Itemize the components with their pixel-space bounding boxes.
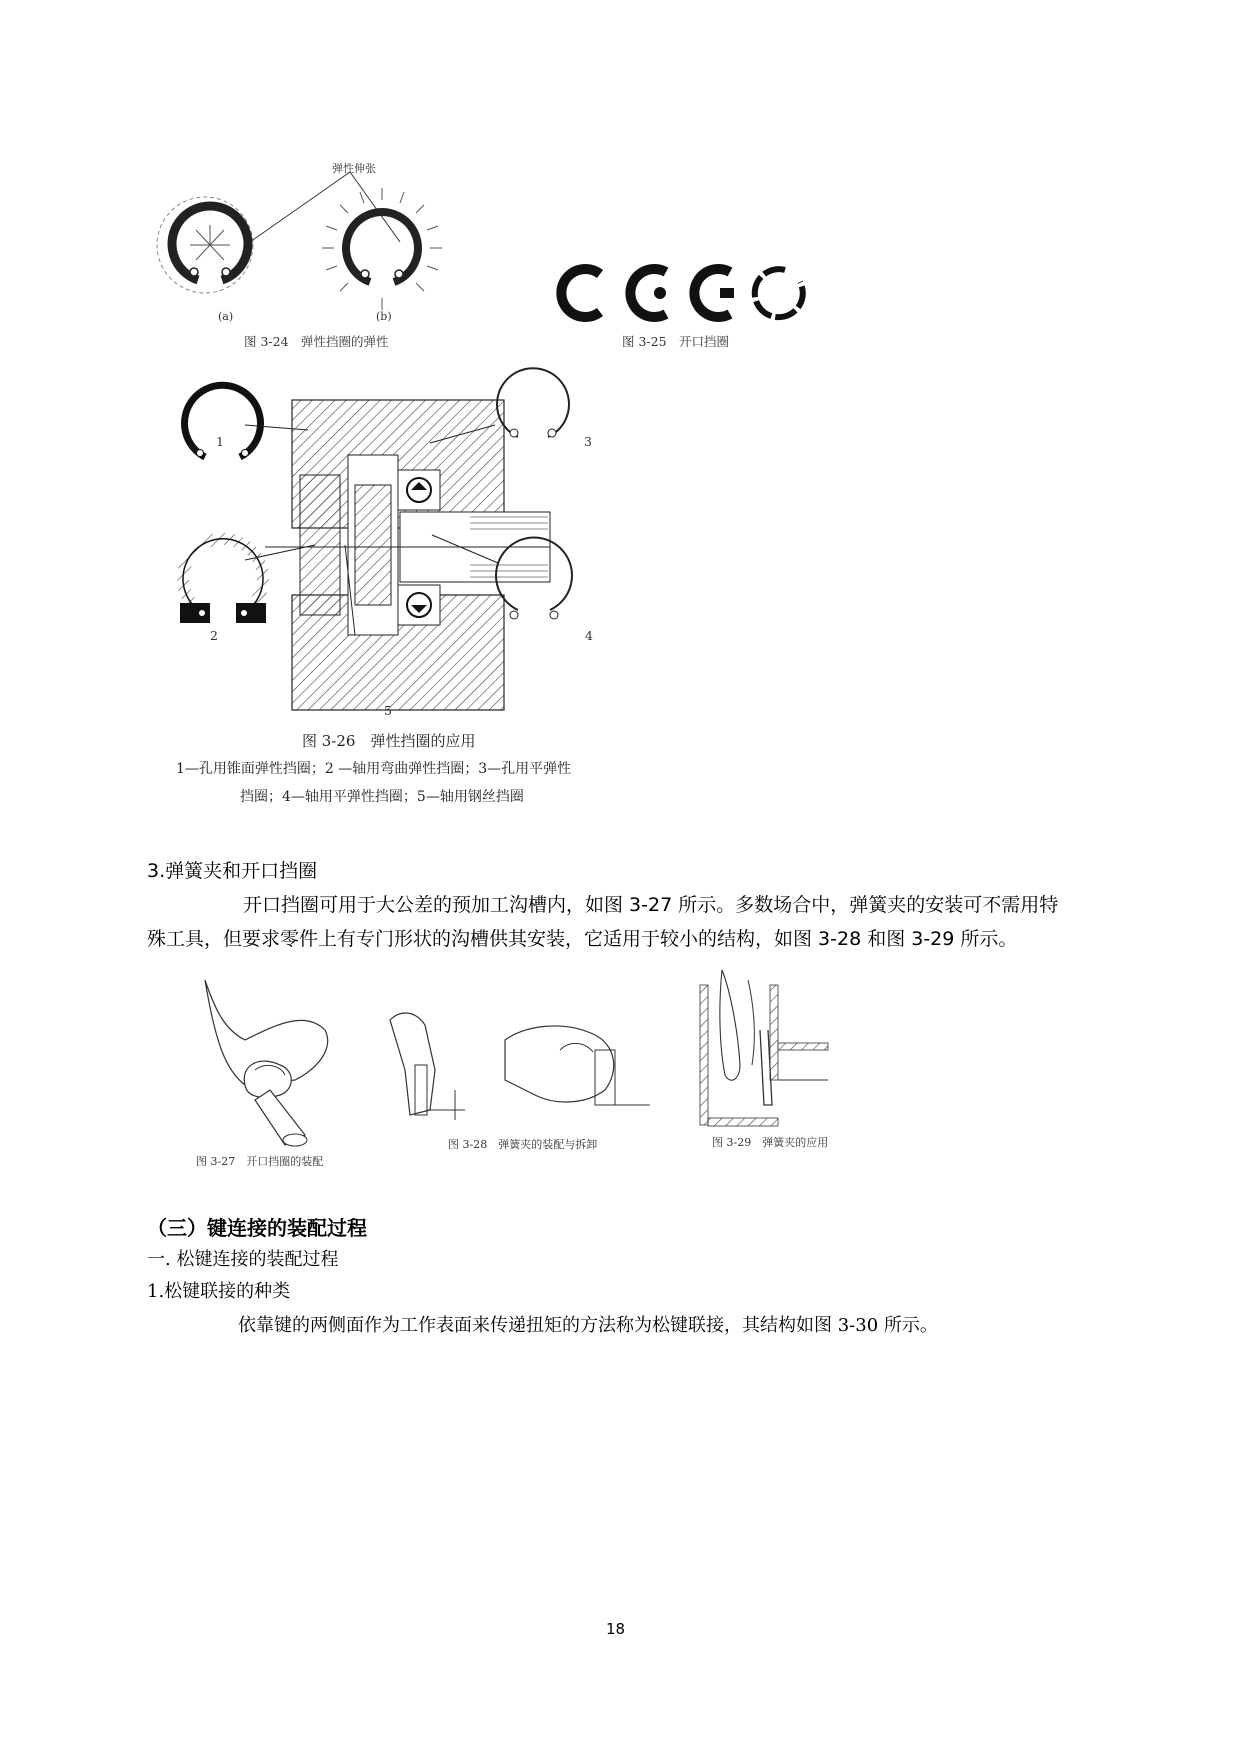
fig-3-24-caption: 图 3-24 弹性挡圈的弹性 — [244, 334, 389, 349]
fig-3-28-caption: 图 3-28 弹簧夹的装配与拆卸 — [448, 1138, 598, 1151]
section-key-sub2: 1.松键联接的种类 — [147, 1281, 291, 1302]
section-3-title: 3.弹簧夹和开口挡圈 — [147, 860, 318, 882]
fig-3-26-label-1: 1 — [216, 434, 224, 449]
fig-3-25-drawing — [548, 258, 818, 328]
fig-3-29-drawing — [700, 970, 830, 1130]
fig-3-24-sub-a: (a) — [218, 310, 234, 323]
fig-3-27-drawing — [185, 970, 345, 1145]
fig-3-26-label-3: 3 — [584, 434, 592, 449]
fig-3-26-label-4: 4 — [585, 628, 593, 643]
fig-3-29-caption: 图 3-29 弹簧夹的应用 — [712, 1136, 829, 1149]
fig-3-24-sub-b: (b) — [376, 310, 392, 323]
fig-3-26-drawing — [170, 395, 640, 725]
section-key-sub1: 一. 松键连接的装配过程 — [147, 1249, 339, 1270]
fig-3-26-caption: 图 3-26 弹性挡圈的应用 — [302, 732, 476, 750]
fig-3-26-legend-line1: 1—孔用锥面弹性挡圈；2 —轴用弯曲弹性挡圈；3—孔用平弹性 — [176, 761, 572, 777]
fig-3-26-legend-line2: 挡圈；4—轴用平弹性挡圈；5—轴用钢丝挡圈 — [240, 789, 524, 805]
section-key-para: 依靠键的两侧面作为工作表面来传递扭矩的方法称为松键联接，其结构如图 3-30 所示。 — [238, 1315, 938, 1336]
fig-3-25-caption: 图 3-25 开口挡圈 — [622, 334, 730, 349]
fig-3-24-drawing — [160, 170, 460, 320]
section-key-heading: （三）键连接的装配过程 — [147, 1216, 367, 1240]
fig-3-27-caption: 图 3-27 开口挡圈的装配 — [196, 1155, 324, 1168]
fig-3-26-label-5: 5 — [384, 703, 392, 718]
section-3-para-line1: 开口挡圈可用于大公差的预加工沟槽内，如图 3-27 所示。多数场合中，弹簧夹的安装可不需用特 — [243, 894, 1059, 916]
section-3-para-line2: 殊工具，但要求零件上有专门形状的沟槽供其安装，它适用于较小的结构，如图 3-28 和图 3-29 所示。 — [147, 928, 1018, 950]
page-number: 18 — [606, 1620, 626, 1638]
fig-3-24-top-label: 弹性伸张 — [332, 162, 376, 175]
fig-3-28-drawing — [385, 1010, 655, 1135]
fig-3-26-label-2: 2 — [210, 628, 218, 643]
